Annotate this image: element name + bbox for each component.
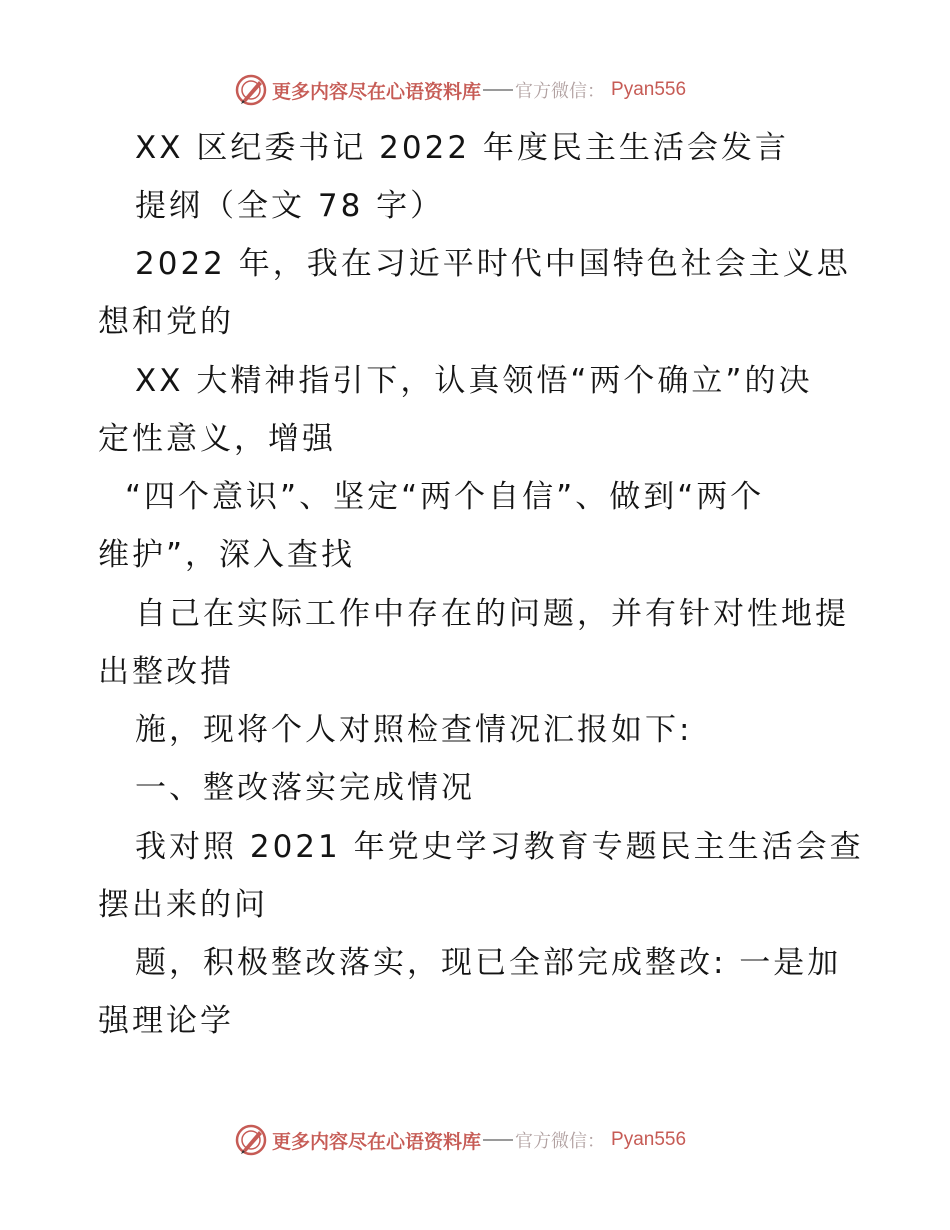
paragraph-line: 定性意义，增强 xyxy=(98,421,336,457)
paragraph-line: 维护”，深入查找 xyxy=(98,537,356,573)
paragraph-line: 题，积极整改落实，现已全部完成整改: 一是加 xyxy=(135,945,842,981)
banner-official-label: 官方微信： xyxy=(515,81,606,102)
paragraph-line: 强理论学 xyxy=(98,1003,234,1039)
paragraph-line: 2022 年，我在习近平时代中国特色社会主义思 xyxy=(135,246,851,282)
paragraph-line: 施，现将个人对照检查情况汇报如下: xyxy=(135,712,693,748)
paragraph-line: “四个意识”、坚定“两个自信”、做到“两个 xyxy=(125,479,765,515)
banner-dash xyxy=(483,89,513,91)
paragraph-line: 我对照 2021 年党史学习教育专题民主生活会查 xyxy=(135,829,864,865)
banner-wechat-id: Pyan556 xyxy=(611,1129,687,1150)
document-title-line-2: 提纲（全文 78 字） xyxy=(135,188,445,224)
banner-dash xyxy=(483,1139,513,1141)
banner-site-name: 更多内容尽在心语资料库 xyxy=(272,80,482,103)
banner-official-label: 官方微信： xyxy=(515,1131,606,1152)
paragraph-line: 摆出来的问 xyxy=(98,887,268,923)
footer-banner xyxy=(234,1120,686,1160)
paragraph-line: 出整改措 xyxy=(98,654,234,690)
banner-wechat-id: Pyan556 xyxy=(611,79,687,100)
paragraph-line: 想和党的 xyxy=(98,304,234,340)
header-banner xyxy=(234,70,686,110)
pen-logo-icon xyxy=(234,73,268,107)
pen-logo-icon xyxy=(234,1123,268,1157)
section-heading: 一、整改落实完成情况 xyxy=(135,770,475,806)
document-title-line-1: XX 区纪委书记 2022 年度民主生活会发言 xyxy=(135,130,789,166)
paragraph-line: 自己在实际工作中存在的问题，并有针对性地提 xyxy=(135,596,849,632)
banner-site-name: 更多内容尽在心语资料库 xyxy=(272,1130,482,1153)
paragraph-line: XX 大精神指引下，认真领悟“两个确立”的决 xyxy=(135,363,813,399)
